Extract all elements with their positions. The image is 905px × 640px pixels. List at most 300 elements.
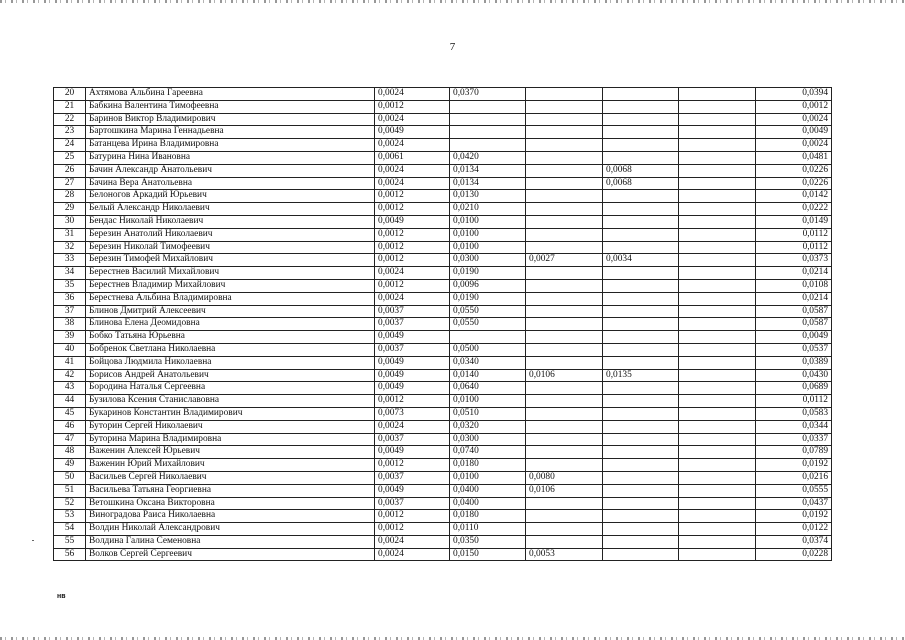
full-name: Баринов Виктор Владимирович	[86, 113, 375, 126]
table-row	[54, 395, 832, 408]
table-row	[54, 228, 832, 241]
row-number: 50	[54, 471, 86, 484]
share-cell: 0,0027	[526, 254, 603, 267]
total-share: 0,0389	[756, 356, 832, 369]
share-cell: 0,0550	[450, 305, 526, 318]
share-cell	[526, 113, 603, 126]
full-name: Берестнев Василий Михайлович	[86, 267, 375, 280]
share-cell: 0,0100	[450, 241, 526, 254]
share-cell	[450, 100, 526, 113]
table-row	[54, 523, 832, 536]
share-cell	[450, 113, 526, 126]
share-cell: 0,0037	[375, 433, 450, 446]
share-cell	[603, 343, 679, 356]
table-row	[54, 88, 832, 101]
share-cell: 0,0134	[450, 177, 526, 190]
share-cell	[526, 407, 603, 420]
share-cell	[603, 433, 679, 446]
share-cell: 0,0012	[375, 100, 450, 113]
full-name: Блинов Дмитрий Алексеевич	[86, 305, 375, 318]
full-name: Бузилова Ксения Станиславовна	[86, 395, 375, 408]
total-share: 0,0142	[756, 190, 832, 203]
share-cell	[526, 433, 603, 446]
share-cell: 0,0037	[375, 497, 450, 510]
share-cell: 0,0012	[375, 510, 450, 523]
share-cell	[603, 446, 679, 459]
table-row	[54, 177, 832, 190]
share-cell: 0,0350	[450, 535, 526, 548]
share-cell	[526, 523, 603, 536]
table-row	[54, 139, 832, 152]
footer-mark: нв	[57, 593, 66, 600]
share-cell: 0,0012	[375, 459, 450, 472]
share-cell: 0,0420	[450, 151, 526, 164]
row-number: 45	[54, 407, 86, 420]
share-cell: 0,0024	[375, 164, 450, 177]
share-cell	[603, 382, 679, 395]
share-cell	[603, 100, 679, 113]
share-cell: 0,0053	[526, 548, 603, 561]
share-cell	[679, 548, 756, 561]
total-share: 0,0228	[756, 548, 832, 561]
share-cell	[679, 100, 756, 113]
share-cell	[603, 203, 679, 216]
table-row	[54, 241, 832, 254]
share-cell	[603, 331, 679, 344]
page-number: 7	[449, 41, 456, 53]
share-cell: 0,0150	[450, 548, 526, 561]
share-cell: 0,0180	[450, 459, 526, 472]
row-number: 55	[54, 535, 86, 548]
table-row	[54, 471, 832, 484]
full-name: Бабкина Валентина Тимофеевна	[86, 100, 375, 113]
full-name: Борисов Андрей Анатольевич	[86, 369, 375, 382]
total-share: 0,0214	[756, 292, 832, 305]
full-name: Васильева Татьяна Георгиевна	[86, 484, 375, 497]
share-cell	[603, 228, 679, 241]
total-share: 0,0587	[756, 305, 832, 318]
share-cell	[603, 279, 679, 292]
share-cell	[526, 177, 603, 190]
table-row	[54, 484, 832, 497]
share-cell	[679, 177, 756, 190]
row-number: 52	[54, 497, 86, 510]
share-cell	[450, 126, 526, 139]
total-share: 0,0437	[756, 497, 832, 510]
full-name: Бартошкина Марина Геннадьевна	[86, 126, 375, 139]
share-cell	[526, 215, 603, 228]
share-cell: 0,0300	[450, 433, 526, 446]
total-share: 0,0049	[756, 331, 832, 344]
share-cell	[603, 292, 679, 305]
row-number: 32	[54, 241, 86, 254]
share-cell	[526, 267, 603, 280]
row-number: 49	[54, 459, 86, 472]
share-cell	[679, 126, 756, 139]
full-name: Берестнев Владимир Михайлович	[86, 279, 375, 292]
share-cell: 0,0024	[375, 420, 450, 433]
row-number: 29	[54, 203, 86, 216]
share-cell: 0,0037	[375, 318, 450, 331]
share-cell: 0,0049	[375, 484, 450, 497]
table-row	[54, 446, 832, 459]
share-cell	[679, 484, 756, 497]
table-row	[54, 164, 832, 177]
total-share: 0,0537	[756, 343, 832, 356]
share-cell	[603, 126, 679, 139]
table-row	[54, 305, 832, 318]
share-cell: 0,0320	[450, 420, 526, 433]
share-cell	[526, 241, 603, 254]
share-cell: 0,0049	[375, 446, 450, 459]
share-cell: 0,0034	[603, 254, 679, 267]
total-share: 0,0373	[756, 254, 832, 267]
share-cell: 0,0024	[375, 548, 450, 561]
share-cell: 0,0110	[450, 523, 526, 536]
share-cell	[526, 126, 603, 139]
full-name: Букаринов Константин Владимирович	[86, 407, 375, 420]
share-cell	[679, 331, 756, 344]
share-cell	[679, 151, 756, 164]
total-share: 0,0689	[756, 382, 832, 395]
share-cell: 0,0370	[450, 88, 526, 101]
row-number: 47	[54, 433, 86, 446]
share-cell	[603, 215, 679, 228]
share-cell	[450, 139, 526, 152]
share-cell: 0,0740	[450, 446, 526, 459]
row-number: 20	[54, 88, 86, 101]
share-cell	[526, 343, 603, 356]
full-name: Бобко Татьяна Юрьевна	[86, 331, 375, 344]
share-cell: 0,0012	[375, 254, 450, 267]
share-cell	[603, 471, 679, 484]
share-cell	[526, 459, 603, 472]
share-cell	[526, 139, 603, 152]
share-cell	[526, 228, 603, 241]
total-share: 0,0214	[756, 267, 832, 280]
row-number: 24	[54, 139, 86, 152]
full-name: Бачин Александр Анатольевич	[86, 164, 375, 177]
table-row	[54, 433, 832, 446]
full-name: Бородина Наталья Сергеевна	[86, 382, 375, 395]
table-row	[54, 203, 832, 216]
share-cell	[679, 433, 756, 446]
row-number: 40	[54, 343, 86, 356]
share-cell	[603, 241, 679, 254]
total-share: 0,0394	[756, 88, 832, 101]
full-name: Березин Анатолий Николаевич	[86, 228, 375, 241]
share-cell: 0,0130	[450, 190, 526, 203]
share-cell: 0,0073	[375, 407, 450, 420]
table-row	[54, 100, 832, 113]
share-cell: 0,0134	[450, 164, 526, 177]
share-cell: 0,0012	[375, 241, 450, 254]
share-cell	[679, 190, 756, 203]
share-cell	[603, 395, 679, 408]
share-cell: 0,0037	[375, 343, 450, 356]
share-cell: 0,0061	[375, 151, 450, 164]
total-share: 0,0222	[756, 203, 832, 216]
table-row	[54, 190, 832, 203]
share-cell	[679, 497, 756, 510]
share-cell: 0,0024	[375, 113, 450, 126]
share-cell: 0,0640	[450, 382, 526, 395]
row-number: 26	[54, 164, 86, 177]
share-cell: 0,0140	[450, 369, 526, 382]
share-cell: 0,0012	[375, 190, 450, 203]
share-cell	[679, 343, 756, 356]
table-row	[54, 382, 832, 395]
share-cell	[603, 459, 679, 472]
total-share: 0,0108	[756, 279, 832, 292]
share-cell: 0,0024	[375, 139, 450, 152]
total-share: 0,0555	[756, 484, 832, 497]
full-name: Березин Николай Тимофеевич	[86, 241, 375, 254]
share-cell	[603, 151, 679, 164]
full-name: Буторина Марина Владимировна	[86, 433, 375, 446]
total-share: 0,0344	[756, 420, 832, 433]
share-cell: 0,0012	[375, 203, 450, 216]
row-number: 54	[54, 523, 86, 536]
total-share: 0,0226	[756, 177, 832, 190]
share-cell: 0,0100	[450, 215, 526, 228]
full-name: Бендас Николай Николаевич	[86, 215, 375, 228]
share-cell	[679, 395, 756, 408]
share-cell: 0,0012	[375, 228, 450, 241]
share-cell	[526, 305, 603, 318]
row-number: 30	[54, 215, 86, 228]
share-cell: 0,0550	[450, 318, 526, 331]
share-cell	[679, 228, 756, 241]
share-cell	[679, 369, 756, 382]
share-cell	[526, 497, 603, 510]
share-cell	[603, 113, 679, 126]
share-cell	[526, 151, 603, 164]
table-row	[54, 343, 832, 356]
share-cell: 0,0049	[375, 382, 450, 395]
share-cell: 0,0400	[450, 484, 526, 497]
full-name: Блинова Елена Деомидовна	[86, 318, 375, 331]
total-share: 0,0112	[756, 395, 832, 408]
table-row	[54, 292, 832, 305]
table-row	[54, 535, 832, 548]
share-cell: 0,0024	[375, 292, 450, 305]
share-cell	[526, 510, 603, 523]
total-share: 0,0122	[756, 523, 832, 536]
table-row	[54, 267, 832, 280]
share-cell: 0,0106	[526, 369, 603, 382]
share-cell	[679, 510, 756, 523]
full-name: Ветошкина Оксана Викторовна	[86, 497, 375, 510]
share-cell	[679, 215, 756, 228]
full-name: Березин Тимофей Михайлович	[86, 254, 375, 267]
share-cell	[603, 305, 679, 318]
share-cell: 0,0100	[450, 471, 526, 484]
full-name: Бачина Вера Анатольевна	[86, 177, 375, 190]
shareholder-table	[53, 87, 832, 561]
share-cell	[603, 548, 679, 561]
share-cell	[603, 267, 679, 280]
table-row	[54, 407, 832, 420]
share-cell	[679, 459, 756, 472]
row-number: 35	[54, 279, 86, 292]
share-cell: 0,0400	[450, 497, 526, 510]
share-cell	[603, 523, 679, 536]
row-number: 36	[54, 292, 86, 305]
row-number: 25	[54, 151, 86, 164]
share-cell	[526, 318, 603, 331]
full-name: Белый Александр Николаевич	[86, 203, 375, 216]
table-row	[54, 331, 832, 344]
share-cell	[679, 523, 756, 536]
share-cell: 0,0100	[450, 395, 526, 408]
full-name: Волков Сергей Сергеевич	[86, 548, 375, 561]
total-share: 0,0789	[756, 446, 832, 459]
row-number: 21	[54, 100, 86, 113]
share-cell: 0,0037	[375, 471, 450, 484]
full-name: Волдина Галина Семеновна	[86, 535, 375, 548]
share-cell	[526, 535, 603, 548]
row-number: 51	[54, 484, 86, 497]
share-cell	[679, 356, 756, 369]
share-cell	[526, 100, 603, 113]
share-cell	[526, 420, 603, 433]
table-row	[54, 318, 832, 331]
total-share: 0,0430	[756, 369, 832, 382]
share-cell	[679, 113, 756, 126]
share-cell: 0,0024	[375, 177, 450, 190]
share-cell: 0,0024	[375, 267, 450, 280]
full-name: Берестнева Альбина Владимировна	[86, 292, 375, 305]
share-cell: 0,0049	[375, 331, 450, 344]
share-cell	[603, 407, 679, 420]
table-row	[54, 510, 832, 523]
full-name: Виноградова Раиса Николаевна	[86, 510, 375, 523]
share-cell	[526, 190, 603, 203]
table-row	[54, 151, 832, 164]
share-cell	[526, 446, 603, 459]
share-cell: 0,0190	[450, 292, 526, 305]
share-cell: 0,0180	[450, 510, 526, 523]
total-share: 0,0192	[756, 510, 832, 523]
share-cell	[603, 139, 679, 152]
share-cell: 0,0100	[450, 228, 526, 241]
share-cell: 0,0012	[375, 523, 450, 536]
share-cell	[679, 88, 756, 101]
share-cell	[526, 88, 603, 101]
row-number: 41	[54, 356, 86, 369]
share-cell	[603, 484, 679, 497]
table-row	[54, 254, 832, 267]
share-cell: 0,0510	[450, 407, 526, 420]
share-cell	[679, 164, 756, 177]
row-number: 39	[54, 331, 86, 344]
share-cell	[679, 292, 756, 305]
table-row	[54, 356, 832, 369]
share-cell	[679, 407, 756, 420]
table-row	[54, 215, 832, 228]
row-number: 31	[54, 228, 86, 241]
share-cell: 0,0049	[375, 126, 450, 139]
full-name: Бойцова Людмила Николаевна	[86, 356, 375, 369]
total-share: 0,0226	[756, 164, 832, 177]
share-cell	[526, 356, 603, 369]
share-cell	[679, 535, 756, 548]
row-number: 38	[54, 318, 86, 331]
share-cell	[603, 535, 679, 548]
row-number: 22	[54, 113, 86, 126]
share-cell: 0,0049	[375, 215, 450, 228]
share-cell: 0,0068	[603, 177, 679, 190]
share-cell: 0,0024	[375, 535, 450, 548]
total-share: 0,0024	[756, 139, 832, 152]
share-cell	[526, 164, 603, 177]
share-cell	[679, 471, 756, 484]
row-number: 43	[54, 382, 86, 395]
total-share: 0,0481	[756, 151, 832, 164]
full-name: Бобренок Светлана Николаевна	[86, 343, 375, 356]
share-cell: 0,0049	[375, 356, 450, 369]
row-number: 48	[54, 446, 86, 459]
total-share: 0,0587	[756, 318, 832, 331]
row-number: 56	[54, 548, 86, 561]
table-row	[54, 459, 832, 472]
margin-mark	[32, 540, 34, 541]
share-cell	[679, 420, 756, 433]
row-number: 28	[54, 190, 86, 203]
row-number: 37	[54, 305, 86, 318]
share-cell	[526, 203, 603, 216]
share-cell	[679, 382, 756, 395]
full-name: Батурина Нина Ивановна	[86, 151, 375, 164]
share-cell	[603, 420, 679, 433]
share-cell	[679, 241, 756, 254]
full-name: Белоногов Аркадий Юрьевич	[86, 190, 375, 203]
share-cell: 0,0210	[450, 203, 526, 216]
full-name: Волдин Николай Александрович	[86, 523, 375, 536]
share-cell: 0,0037	[375, 305, 450, 318]
share-cell	[679, 254, 756, 267]
share-cell: 0,0500	[450, 343, 526, 356]
table-row	[54, 369, 832, 382]
share-cell	[603, 88, 679, 101]
row-number: 34	[54, 267, 86, 280]
total-share: 0,0149	[756, 215, 832, 228]
share-cell	[679, 305, 756, 318]
full-name: Васильев Сергей Николаевич	[86, 471, 375, 484]
total-share: 0,0583	[756, 407, 832, 420]
full-name: Батанцева Ирина Владимировна	[86, 139, 375, 152]
share-cell: 0,0135	[603, 369, 679, 382]
share-cell: 0,0300	[450, 254, 526, 267]
share-cell	[526, 382, 603, 395]
share-cell: 0,0049	[375, 369, 450, 382]
total-share: 0,0192	[756, 459, 832, 472]
share-cell: 0,0096	[450, 279, 526, 292]
table-row	[54, 113, 832, 126]
share-cell: 0,0024	[375, 88, 450, 101]
table-body	[54, 88, 832, 561]
share-cell	[679, 446, 756, 459]
share-cell	[679, 139, 756, 152]
share-cell	[603, 190, 679, 203]
row-number: 27	[54, 177, 86, 190]
row-number: 42	[54, 369, 86, 382]
share-cell: 0,0012	[375, 395, 450, 408]
share-cell	[526, 331, 603, 344]
share-cell	[526, 395, 603, 408]
table-row	[54, 420, 832, 433]
